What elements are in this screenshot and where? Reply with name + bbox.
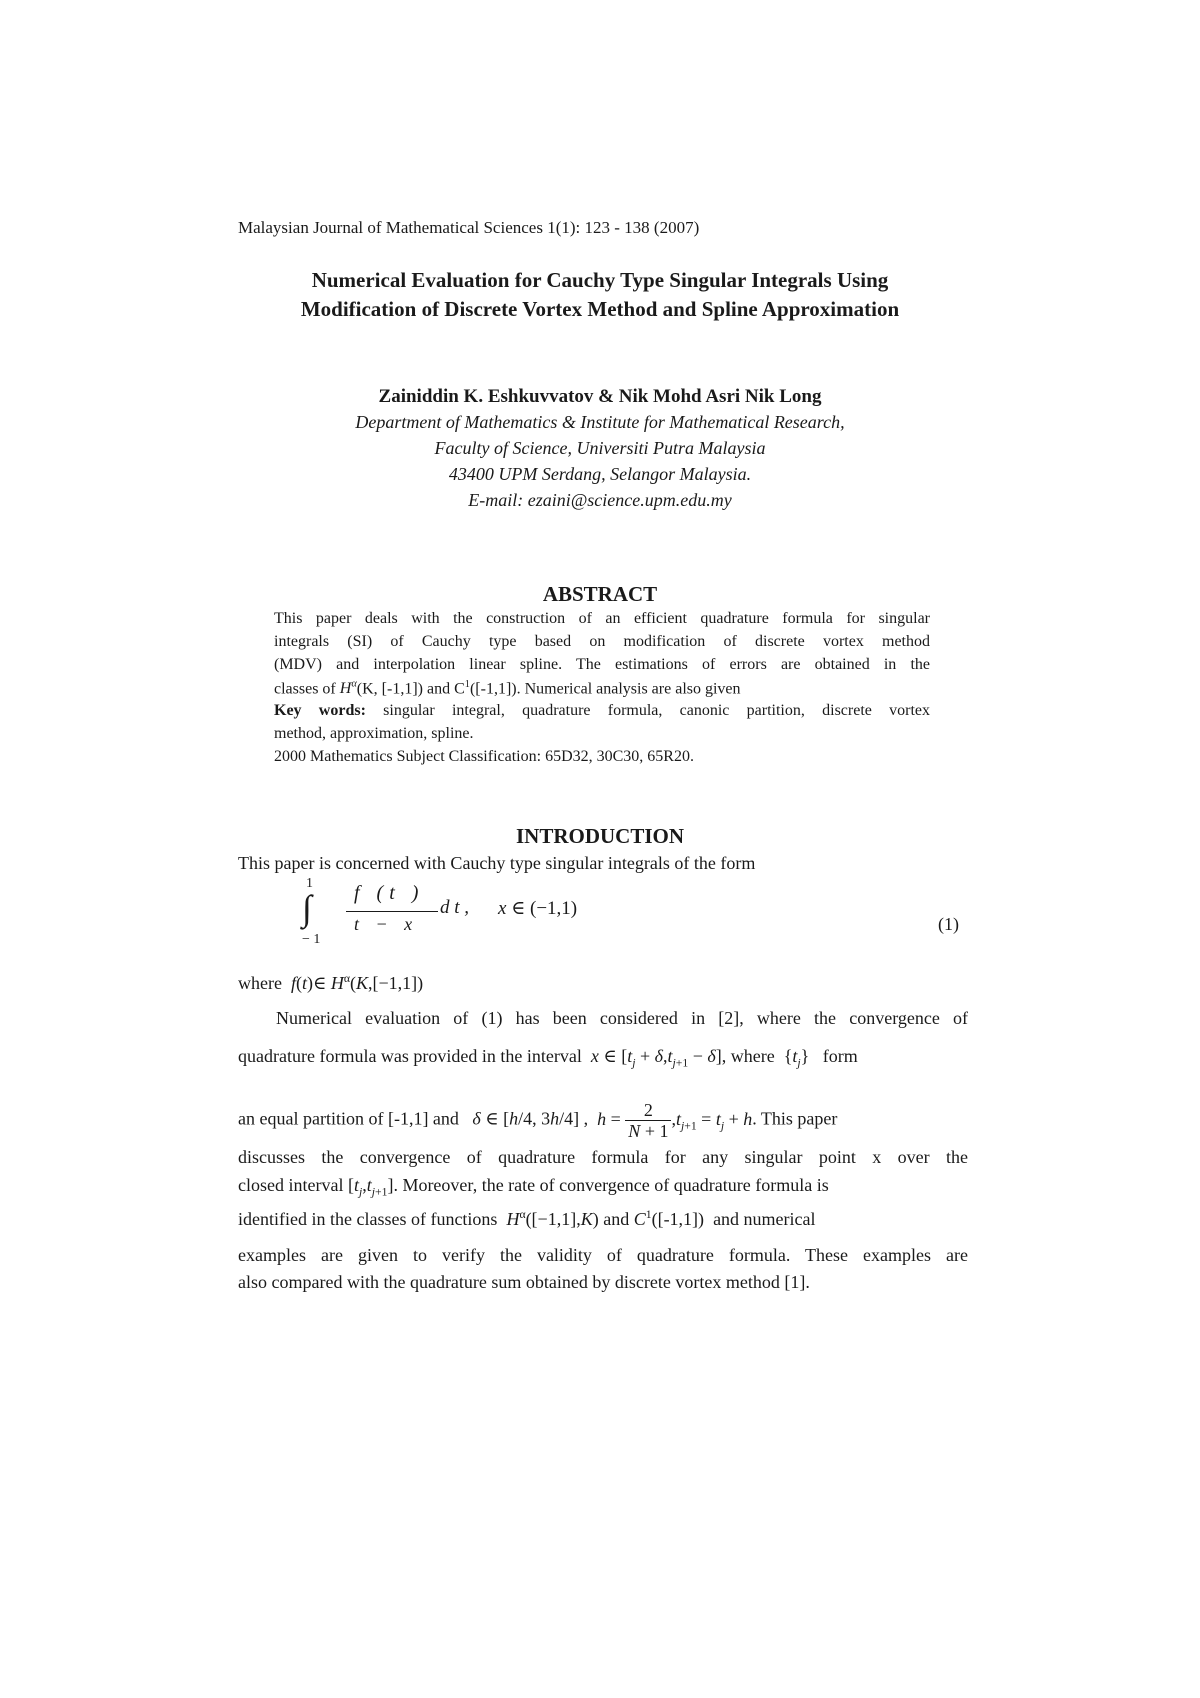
equation-1: [302, 876, 606, 954]
para-text: an equal partition of [-1,1] and: [238, 1108, 459, 1129]
fraction-bar: [346, 911, 438, 912]
holder-class-expression: $H^\alpha([-1,1],K)$: [506, 1208, 599, 1229]
keywords-line-1: [274, 702, 930, 720]
para-line-6: [238, 1208, 816, 1230]
abstract-line-2: integrals (SI) of Cauchy type based on modification of discrete vortex method: [274, 633, 930, 650]
para-text: quadrature formula was provided in the interval: [238, 1046, 582, 1066]
para-text: , where: [721, 1046, 775, 1066]
introduction-heading: INTRODUCTION: [515, 824, 685, 848]
keywords-label: Key words:: [274, 702, 366, 719]
para-line-2: quadrature formula was provided in the interval x ∈ $[t_j + \delta,t_{j+1} - \delta]$, where $\{t_j\}$ form: [238, 1046, 858, 1070]
para-text: identified in the classes of functions: [238, 1209, 498, 1229]
affiliation-line-1: Department of Mathematics & Institute for Mathematical Research,: [355, 412, 845, 432]
abstract-line-3: (MDV) and interpolation linear spline. The estimations of errors are obtained in the: [274, 656, 930, 673]
keywords-text: singular integral, quadrature formula, canonic partition, discrete vortex: [365, 702, 931, 719]
integral-sign: ∫: [302, 888, 312, 928]
abstract-line-1: This paper deals with the construction of an efficient quadrature formula for singular: [274, 610, 930, 627]
para-line-3: an equal partition of [-1,1] and δ ∈ [h/4, 3h/4] , h = $\frac{2}{N + 1}$ $,t_{j+1} = t_j + h$. This paper: [238, 1100, 838, 1141]
journal-header: Malaysian Journal of Mathematical Sciences 1(1): 123 - 138 (2007): [238, 218, 700, 237]
delta-interval: δ ∈ [h/4, 3h/4]: [472, 1108, 580, 1129]
holder-class-symbol: $H^\alpha$: [339, 679, 357, 698]
authors: Zainiddin K. Eshkuvvatov & Nik Mohd Asri Nik Long: [378, 386, 822, 407]
paper-title-line-1: Numerical Evaluation for Cauchy Type Singular Integrals Using: [311, 268, 889, 292]
c1-class-expression: $C^1([-1,1])$: [633, 1208, 705, 1229]
where-line: where f(t)∈ $H^\alpha(K,[-1,1])$: [238, 972, 424, 993]
function-class-expression: f: [290, 973, 296, 993]
x-domain: x ∈ (−1,1): [498, 898, 578, 919]
abstract-heading: ABSTRACT: [542, 582, 658, 606]
abstract-line-4: [274, 679, 741, 698]
step-size-expression: h = $\frac{2}{N + 1}$ $,t_{j+1} = t_j + h$: [597, 1100, 753, 1141]
integral-upper-limit: 1: [306, 876, 313, 891]
para-text: . Moreover, the rate of convergence of quadrature formula is: [393, 1175, 829, 1195]
integral-lower-limit: − 1: [302, 932, 321, 947]
affiliation-email: E-mail: ezaini@science.upm.edu.my: [468, 490, 732, 510]
para-text: and numerical: [713, 1209, 816, 1229]
superscript-one: 1: [464, 679, 470, 690]
affiliation-line-3: 43400 UPM Serdang, Selangor Malaysia.: [448, 464, 752, 484]
para-line-7: examples are given to verify the validity of quadrature formula. These examples are: [238, 1245, 968, 1265]
para-line-5: closed interval $[t_j,t_{j+1}]$. Moreover, the rate of convergence of quadrature formula is: [238, 1175, 829, 1199]
para-text: . This paper: [752, 1108, 838, 1129]
intro-line-1: This paper is concerned with Cauchy type singular integrals of the form: [238, 853, 756, 873]
affiliation-line-2: Faculty of Science, Universiti Putra Malaysia: [434, 438, 766, 458]
paper-title-line-2: Modification of Discrete Vortex Method and Spline Approximation: [300, 297, 900, 321]
abstract-text: (K, [-1,1]) and C: [356, 680, 465, 698]
abstract-text: ([-1,1]). Numerical analysis are also given: [469, 680, 741, 698]
integrand-numerator: f (t ): [354, 882, 425, 904]
differential: d t ,: [440, 897, 470, 918]
para-text: form: [822, 1046, 858, 1066]
para-line-8: also compared with the quadrature sum obtained by discrete vortex method [1].: [238, 1272, 810, 1292]
para-line-1: Numerical evaluation of (1) has been considered in [2], where the convergence of: [276, 1008, 968, 1028]
integrand-denominator: t − x: [354, 914, 419, 934]
abstract-text: classes of: [274, 680, 340, 698]
equation-number: (1): [938, 914, 959, 934]
para-text: and: [603, 1209, 630, 1229]
interval-expression: x ∈ $[t_j + \delta,t_{j+1} - \delta]$: [590, 1046, 722, 1070]
keywords-line-2: method, approximation, spline.: [274, 725, 474, 742]
msc-classification: 2000 Mathematics Subject Classification: 65D32, 30C30, 65R20.: [274, 748, 694, 765]
para-line-4: discusses the convergence of quadrature formula for any singular point x over the: [238, 1147, 968, 1167]
where-text: where: [238, 973, 282, 993]
para-text: closed interval: [238, 1175, 344, 1195]
